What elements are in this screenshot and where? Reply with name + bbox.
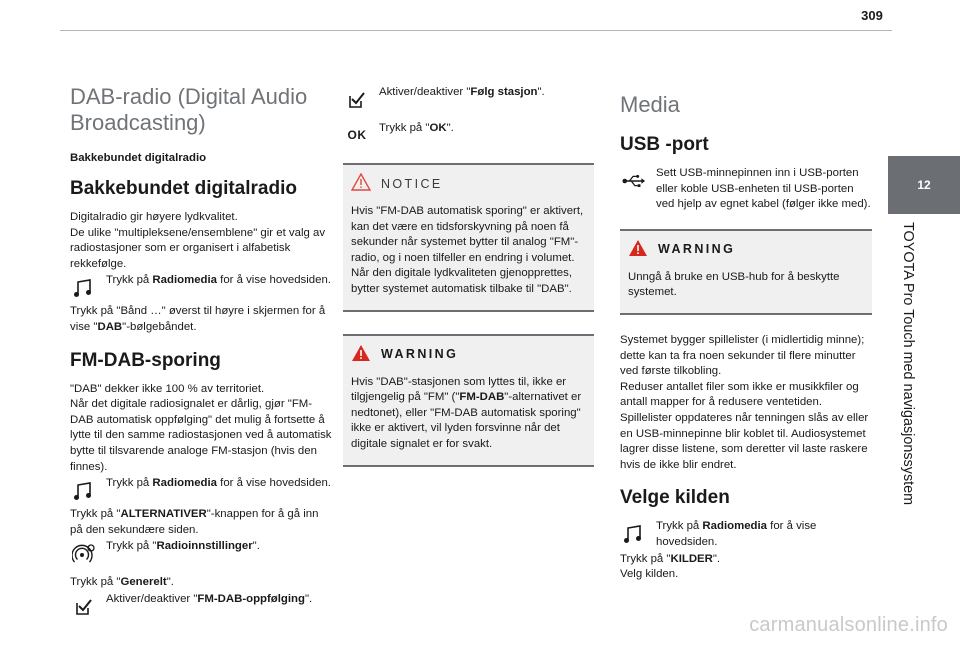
- step-radiomedia: [70, 476, 332, 506]
- ok-icon: OK: [347, 128, 367, 143]
- notice-header: [351, 173, 586, 194]
- text-bold: ALTERNATIVER: [120, 508, 207, 521]
- text-bold: Generelt: [120, 576, 167, 589]
- page-number: 309: [861, 8, 883, 23]
- text: ".: [712, 552, 721, 565]
- chapter-title: TOYOTA Pro Touch med navigasjonssystem: [900, 222, 916, 506]
- warning-triangle-icon: [351, 344, 371, 365]
- step-text: Aktiver/deaktiver ": [106, 592, 198, 605]
- text-bold: DAB: [97, 320, 123, 333]
- text: Trykk på "Bånd …" øverst til høyre i skjermen for å vise ": [70, 305, 326, 333]
- warning-text: [351, 375, 586, 453]
- step-text: Sett USB-minnepinnen inn i USB-porten eller koble USB-enheten til USB-porten ved hjelp av egnet kabel (følger ikke med).: [656, 167, 871, 211]
- warning-title: WARNING: [658, 242, 736, 257]
- warning-header: [351, 344, 586, 365]
- step-bold: Radioinnstillinger: [156, 540, 253, 553]
- step-text: Trykk på: [106, 477, 153, 490]
- text: ".: [166, 576, 174, 589]
- heading-select-source: Velge kilden: [620, 487, 730, 509]
- checkbox-icon: [72, 596, 96, 618]
- paragraph: Reduser antallet filer som ikke er musikkfiler og antall mapper for å redusere ventetiden.: [620, 380, 859, 409]
- step-radio-settings: [70, 539, 332, 569]
- warning-triangle-icon: [628, 239, 648, 260]
- paragraph: [70, 507, 332, 538]
- music-note-icon: [622, 523, 646, 545]
- paragraph: [620, 552, 872, 568]
- step-text: for å vise hovedsiden.: [216, 477, 331, 490]
- step-text: ".: [537, 86, 545, 98]
- step-text: ".: [252, 540, 260, 553]
- warning-text: Unngå å bruke en USB-hub for å beskytte systemet.: [628, 270, 840, 299]
- notice-text: Når den digitale lydkvaliteten gjenopprettes, bytter systemet automatisk tilbake til "DAB".: [351, 267, 572, 295]
- step-bold: Radiomedia: [152, 477, 217, 490]
- paragraph: [70, 575, 332, 591]
- notice-box: [343, 163, 594, 312]
- text: Trykk på ": [70, 508, 121, 521]
- text: "-knappen for å gå inn på den sekundære siden.: [70, 508, 319, 536]
- paragraph: Når det digitale radiosignalet er dårlig, gjør "FM-DAB automatisk oppfølging" det mulig å fortsette å lytte til den samme radiostasjonen ved å automatisk bytte til tilsvarende analoge FM-stasjon (hvis den finnes).: [70, 398, 332, 473]
- text: Trykk på ": [70, 576, 121, 589]
- notice-title: NOTICE: [381, 176, 443, 191]
- warning-header: [628, 239, 864, 260]
- step-usb: [620, 166, 872, 213]
- paragraph: Systemet bygger spillelister (i midlertidig minne); dette kan ta fra noen sekunder til flere minutter ved første tilkobling.: [620, 333, 865, 378]
- section-title-media: Media: [620, 92, 680, 117]
- text: Trykk på ": [620, 552, 671, 565]
- column-2: [343, 84, 594, 489]
- warning-box-usb: [620, 229, 872, 315]
- text: Hvis "DAB"-stasjonen som lyttes til, ikke er tilgjengelig på "FM" (": [351, 375, 567, 404]
- radio-settings-icon: [72, 543, 96, 565]
- warning-box: [343, 334, 594, 467]
- step-text: Trykk på: [656, 520, 703, 533]
- step-radiomedia: [620, 519, 872, 550]
- step-text: Aktiver/deaktiver ": [379, 86, 471, 98]
- step-bold: Radiomedia: [152, 274, 217, 287]
- step-text: ".: [446, 122, 454, 134]
- step-bold: Radiomedia: [702, 520, 767, 533]
- step-text: Trykk på: [106, 274, 153, 287]
- notice-text: Hvis "FM-DAB automatisk sporing" er aktivert, kan det være en tidsforskyvning på noen få sekunder når systemet bytter til analog "FM"-radio, og i noen tilfeller en endring i volumet.: [351, 205, 584, 264]
- music-note-icon: [72, 277, 96, 299]
- paragraph: [70, 304, 332, 335]
- text-bold: KILDER: [670, 552, 713, 565]
- text-bold: FM-DAB: [459, 391, 505, 404]
- text: "-bølgebåndet.: [122, 320, 197, 333]
- step-text: for å vise hovedsiden.: [216, 274, 331, 287]
- paragraph: Spillelister oppdateres når tenningen slås av eller en USB-minnepinne blir koblet til. Audiosystemet lagrer disse listene, som deretter vil laste raskere hvis de ikke blir endret.: [620, 411, 869, 471]
- paragraph: Velg kilden.: [620, 568, 679, 581]
- step-radiomedia: [70, 273, 332, 303]
- section-title-dab: DAB-radio (Digital Audio Broadcasting): [70, 84, 308, 135]
- heading-digital-radio: Bakkebundet digitalradio: [70, 178, 297, 199]
- music-note-icon: [72, 480, 96, 502]
- paragraph: De ulike "multipleksene/ensemblene" gir et valg av radiostasjoner som er organisert i alfabetisk rekkefølge.: [70, 226, 326, 270]
- heading-usb: USB -port: [620, 134, 709, 155]
- usb-icon: [622, 170, 646, 192]
- step-toggle-fm-dab: [70, 592, 332, 622]
- step-bold: OK: [429, 122, 447, 134]
- step-bold: FM-DAB-oppfølging: [197, 592, 305, 605]
- step-text: Trykk på ": [379, 122, 430, 134]
- step-text: ".: [304, 592, 313, 605]
- paragraph: Digitalradio gir høyere lydkvalitet.: [70, 211, 238, 223]
- heading-fm-dab: FM-DAB-sporing: [70, 349, 221, 371]
- chapter-tab[interactable]: 12: [888, 156, 960, 214]
- column-1: [70, 76, 332, 623]
- checkbox-icon: [345, 89, 369, 111]
- warning-title: WARNING: [381, 347, 459, 362]
- step-bold: Følg stasjon: [470, 86, 538, 98]
- subtitle-digital-radio: Bakkebundet digitalradio: [70, 152, 207, 164]
- step-follow-station: [343, 85, 594, 115]
- top-rule: [60, 30, 892, 31]
- step-text: for å vise hovedsiden.: [656, 520, 817, 548]
- text: "-alternativet er nedtonet), eller "FM-DAB automatisk sporing" ikke er aktivert, vil lyden forsvinne når det digitale signalet er for svakt.: [351, 391, 582, 450]
- step-ok: [343, 121, 594, 151]
- watermark: carmanualsonline.info: [749, 614, 948, 636]
- paragraph: "DAB" dekker ikke 100 % av territoriet.: [70, 382, 265, 395]
- notice-triangle-icon: [351, 173, 371, 194]
- column-3: [620, 84, 872, 583]
- step-text: Trykk på ": [106, 540, 157, 553]
